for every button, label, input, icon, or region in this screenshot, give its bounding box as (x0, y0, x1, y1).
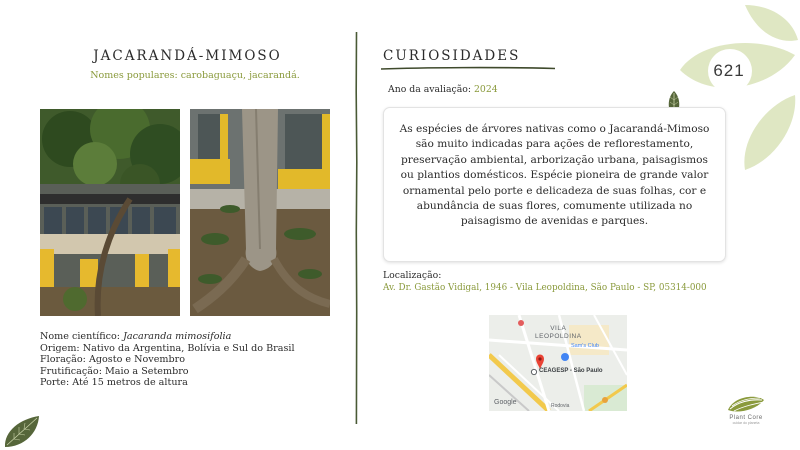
location-address: Av. Dr. Gastão Vidigal, 1946 - Vila Leopoldina, São Paulo - SP, 05314-000 (383, 283, 707, 293)
tree-details (40, 331, 315, 389)
origin: Origem: Nativo da Argentina, Bolívia e Sul do Brasil (40, 342, 295, 354)
map-place-label: Sam's Club (571, 343, 599, 349)
location-map[interactable] (489, 315, 627, 411)
curiosities-title: CURIOSIDADES (383, 48, 521, 64)
map-provider-label: Google (494, 399, 517, 406)
year-value: 2024 (473, 84, 498, 95)
logo-tagline: cuidar do planeta (732, 421, 760, 425)
scientific-name-row (40, 331, 315, 343)
vertical-divider (355, 32, 358, 424)
map-marker-label: CEAGESP - São Paulo (539, 368, 603, 374)
logo-leaf-icon (726, 392, 766, 414)
tree-photo-trunk (190, 109, 330, 316)
tree-title: JACARANDÁ-MIMOSO (93, 48, 282, 64)
map-road-label: Rodovia (551, 403, 570, 409)
title-underline (381, 66, 555, 71)
leaf-icon (2, 413, 42, 450)
year-label: Ano da avaliação: (388, 84, 472, 95)
popular-names: Nomes populares: carobaguaçu, jacarandá. (90, 70, 300, 81)
scientific-name: Jacaranda mimosifolia (123, 331, 232, 342)
tree-photo-canopy (40, 109, 180, 316)
curiosity-text: As espécies de árvores nativas como o Jacarandá-Mimoso são muito indicadas para ações de reflorestamento, preservação ambiental, arborização urbana, paisagismos ou plantios domésticos. Espécie pioneira de grande valor ornamental pelo porte e delicadeza de suas folhas, cor e abundância de suas flores, comumente utilizada no paisagismo de avenidas e parques. (399, 123, 710, 228)
curiosity-card (383, 107, 726, 262)
flowering: Floração: Agosto e Novembro (40, 354, 186, 366)
fruiting: Frutificação: Maio a Setembro (40, 365, 189, 377)
scientific-label: Nome científico: (40, 331, 120, 342)
size: Porte: Até 15 metros de altura (40, 377, 188, 389)
location-label: Localização: (383, 270, 442, 281)
map-district-label: VILA LEOPOLDINA (535, 325, 582, 340)
plant-core-logo (714, 392, 778, 425)
page-number: 621 (713, 61, 745, 80)
logo-name: Plant Core (729, 415, 763, 421)
evaluation-year (388, 84, 498, 95)
